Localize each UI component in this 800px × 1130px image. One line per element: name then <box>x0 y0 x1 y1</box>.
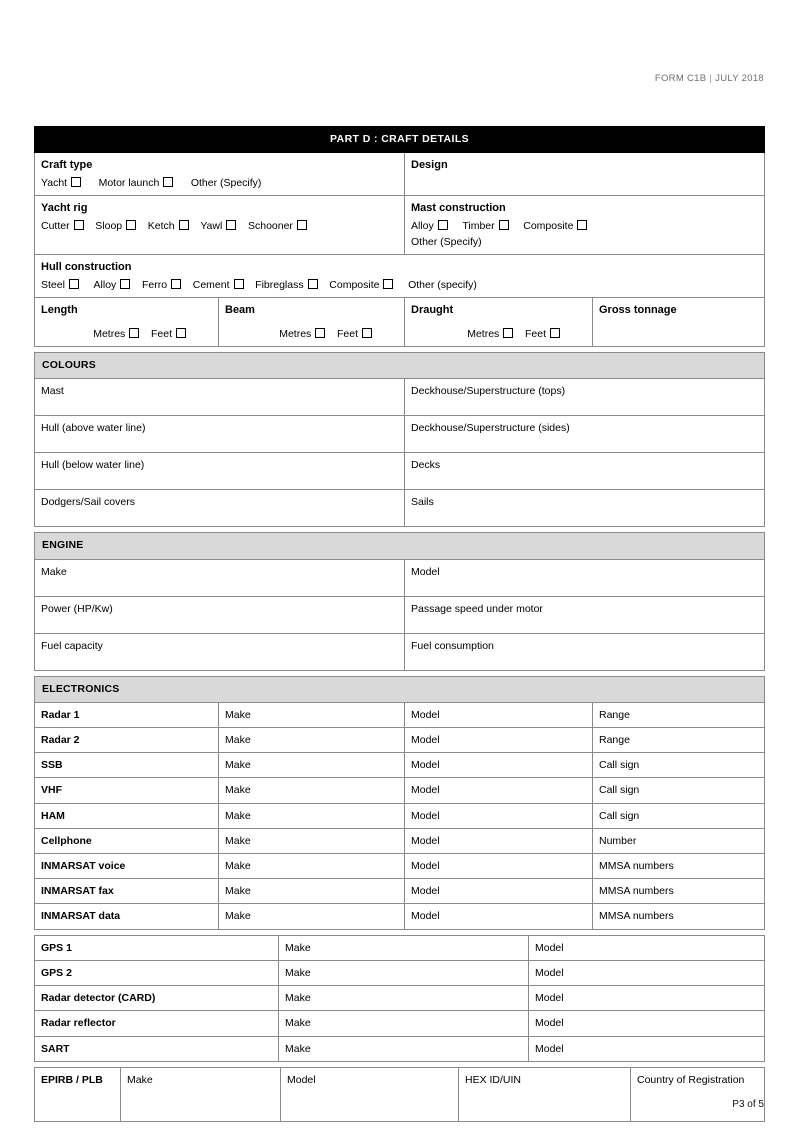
colours-table <box>34 352 765 527</box>
electronics-make-inmarsat-fax[interactable]: Make <box>219 879 405 904</box>
hull-option-steel-label: Steel <box>41 278 65 291</box>
electronics-model-inmarsat-data[interactable]: Model <box>405 904 593 929</box>
table-row <box>35 416 765 453</box>
craft-type-option-motor-launch[interactable] <box>99 176 174 191</box>
electronics-make-vhf[interactable]: Make <box>219 778 405 803</box>
engine-field-fuel-consumption[interactable]: Fuel consumption <box>405 633 765 670</box>
gross-tonnage-cell[interactable] <box>593 297 765 346</box>
form-code: FORM C1B <box>654 73 707 84</box>
design-heading: Design <box>411 159 448 172</box>
length-unit-metres-label: Metres <box>93 327 126 340</box>
craft-type-option-yacht-label: Yacht <box>41 177 68 190</box>
table-row <box>35 727 765 752</box>
electronics-make-ssb[interactable]: Make <box>219 753 405 778</box>
engine-field-fuel-capacity[interactable]: Fuel capacity <box>35 633 405 670</box>
yacht-rig-option-schooner[interactable] <box>248 219 307 234</box>
checkbox-icon[interactable] <box>120 279 130 289</box>
hull-option-ferro[interactable] <box>142 278 181 293</box>
electronics-model-radar-1[interactable]: Model <box>405 702 593 727</box>
craft-details-sheet <box>34 126 764 1122</box>
form-ref-separator: | <box>709 73 713 84</box>
beam-unit-metres[interactable] <box>279 327 325 342</box>
colour-field-sails[interactable]: Sails <box>405 490 765 527</box>
hull-option-composite-label: Composite <box>329 278 380 291</box>
table-row <box>35 828 765 853</box>
electronics-extra-cellphone[interactable]: Number <box>593 828 765 853</box>
hull-option-alloy[interactable] <box>94 278 131 293</box>
nav-model-radar-reflector[interactable]: Model <box>529 1011 765 1036</box>
table-row <box>35 490 765 527</box>
mast-option-timber-label: Timber <box>462 220 495 233</box>
colour-field-deckhouse-sides[interactable]: Deckhouse/Superstructure (sides) <box>405 416 765 453</box>
mast-construction-heading: Mast construction <box>411 202 506 215</box>
checkbox-icon[interactable] <box>362 328 372 338</box>
yacht-rig-option-yawl[interactable] <box>200 219 236 234</box>
checkbox-icon[interactable] <box>550 328 560 338</box>
checkbox-icon[interactable] <box>71 177 81 187</box>
hull-construction-options <box>41 278 758 293</box>
epirb-hex-id[interactable]: HEX ID/UIN <box>459 1067 631 1121</box>
yacht-rig-cell <box>35 196 405 254</box>
electronics-model-radar-2[interactable]: Model <box>405 727 593 752</box>
engine-section-row <box>35 533 765 559</box>
nav-make-gps-1[interactable]: Make <box>279 935 529 960</box>
hull-option-composite[interactable] <box>329 278 393 293</box>
hull-construction-heading: Hull construction <box>41 260 132 273</box>
engine-field-passage-speed[interactable]: Passage speed under motor <box>405 596 765 633</box>
draught-unit-metres-label: Metres <box>467 327 500 340</box>
checkbox-icon[interactable] <box>69 279 79 289</box>
table-row <box>35 803 765 828</box>
nav-model-gps-2[interactable]: Model <box>529 960 765 985</box>
beam-unit-metres-label: Metres <box>279 327 312 340</box>
electronics-row-label-inmarsat-fax: INMARSAT fax <box>35 879 219 904</box>
mast-option-alloy-label: Alloy <box>411 220 434 233</box>
yacht-rig-option-sloop-label: Sloop <box>95 220 123 233</box>
nav-make-radar-detector[interactable]: Make <box>279 986 529 1011</box>
table-row <box>35 778 765 803</box>
gross-tonnage-heading: Gross tonnage <box>599 303 677 316</box>
checkbox-icon[interactable] <box>503 328 513 338</box>
electronics-model-vhf[interactable]: Model <box>405 778 593 803</box>
part-title: PART D : CRAFT DETAILS <box>35 127 765 153</box>
engine-table <box>34 532 765 670</box>
mast-option-timber[interactable] <box>462 219 508 234</box>
electronics-extra-inmarsat-voice[interactable]: MMSA numbers <box>593 854 765 879</box>
electronics-make-cellphone[interactable]: Make <box>219 828 405 853</box>
design-cell[interactable] <box>405 153 765 196</box>
craft-details-table <box>34 126 765 347</box>
electronics-make-radar-2[interactable]: Make <box>219 727 405 752</box>
epirb-country-of-registration[interactable]: Country of Registration <box>631 1067 765 1121</box>
electronics-make-radar-1[interactable]: Make <box>219 702 405 727</box>
checkbox-icon[interactable] <box>179 220 189 230</box>
electronics-row-label-radar-2: Radar 2 <box>35 727 219 752</box>
colours-section-row <box>35 353 765 379</box>
hull-construction-row <box>35 254 765 297</box>
colour-field-mast[interactable]: Mast <box>35 379 405 416</box>
mast-option-composite-label: Composite <box>523 220 574 233</box>
hull-option-alloy-label: Alloy <box>93 278 117 291</box>
table-row <box>35 879 765 904</box>
electronics-extra-ssb[interactable]: Call sign <box>593 753 765 778</box>
engine-field-make[interactable]: Make <box>35 559 405 596</box>
colour-field-hull-above[interactable]: Hull (above water line) <box>35 416 405 453</box>
electronics-extra-vhf[interactable]: Call sign <box>593 778 765 803</box>
checkbox-icon[interactable] <box>297 220 307 230</box>
colour-field-decks[interactable]: Decks <box>405 453 765 490</box>
epirb-model[interactable]: Model <box>281 1067 459 1121</box>
hull-option-steel[interactable] <box>41 278 79 293</box>
navigation-equipment-table <box>34 935 765 1062</box>
craft-type-option-yacht[interactable] <box>41 176 81 191</box>
engine-field-model[interactable]: Model <box>405 559 765 596</box>
electronics-row-label-ham: HAM <box>35 803 219 828</box>
electronics-extra-inmarsat-fax[interactable]: MMSA numbers <box>593 879 765 904</box>
length-units <box>41 321 212 342</box>
table-row <box>35 986 765 1011</box>
hull-construction-cell <box>35 254 765 297</box>
electronics-section-row <box>35 676 765 702</box>
electronics-section-title: ELECTRONICS <box>35 676 765 702</box>
draught-units <box>411 321 586 342</box>
colour-field-dodgers[interactable]: Dodgers/Sail covers <box>35 490 405 527</box>
checkbox-icon[interactable] <box>315 328 325 338</box>
nav-row-label-radar-detector: Radar detector (CARD) <box>35 986 279 1011</box>
hull-option-fibreglass[interactable] <box>255 278 317 293</box>
epirb-row-label: EPIRB / PLB <box>35 1067 121 1121</box>
length-unit-feet-label: Feet <box>150 327 172 340</box>
nav-row-label-gps-2: GPS 2 <box>35 960 279 985</box>
electronics-extra-ham[interactable]: Call sign <box>593 803 765 828</box>
table-row <box>35 1011 765 1036</box>
yacht-rig-option-ketch[interactable] <box>148 219 189 234</box>
table-row <box>35 453 765 490</box>
nav-model-gps-1[interactable]: Model <box>529 935 765 960</box>
mast-option-composite[interactable] <box>523 219 587 234</box>
form-issue-date: JULY 2018 <box>715 73 764 84</box>
length-unit-metres[interactable] <box>93 327 139 342</box>
electronics-extra-radar-2[interactable]: Range <box>593 727 765 752</box>
yacht-rig-heading: Yacht rig <box>41 202 88 215</box>
nav-model-sart[interactable]: Model <box>529 1036 765 1061</box>
draught-unit-feet[interactable] <box>525 327 560 342</box>
page-number: P3 of 5 <box>732 1099 764 1110</box>
checkbox-icon[interactable] <box>126 220 136 230</box>
checkbox-icon[interactable] <box>438 220 448 230</box>
mast-option-alloy[interactable] <box>411 219 448 234</box>
dimensions-row <box>35 297 765 346</box>
length-cell[interactable] <box>35 297 219 346</box>
form-reference <box>655 73 764 84</box>
beam-unit-feet-label: Feet <box>336 327 358 340</box>
table-row <box>35 753 765 778</box>
electronics-extra-radar-1[interactable]: Range <box>593 702 765 727</box>
table-row <box>35 904 765 929</box>
hull-option-fibreglass-label: Fibreglass <box>255 278 304 291</box>
draught-heading: Draught <box>411 303 454 316</box>
craft-type-heading: Craft type <box>41 159 93 172</box>
epirb-make[interactable]: Make <box>121 1067 281 1121</box>
yacht-rig-option-schooner-label: Schooner <box>247 220 293 233</box>
beam-heading: Beam <box>225 303 255 316</box>
craft-type-cell <box>35 153 405 196</box>
beam-cell[interactable] <box>219 297 405 346</box>
nav-row-label-sart: SART <box>35 1036 279 1061</box>
hull-option-cement-label: Cement <box>192 278 230 291</box>
table-row <box>35 1067 765 1121</box>
nav-row-label-gps-1: GPS 1 <box>35 935 279 960</box>
electronics-table <box>34 676 765 930</box>
table-row <box>35 1036 765 1061</box>
hull-option-ferro-label: Ferro <box>141 278 168 291</box>
checkbox-icon[interactable] <box>499 220 509 230</box>
nav-make-gps-2[interactable]: Make <box>279 960 529 985</box>
checkbox-icon[interactable] <box>226 220 236 230</box>
draught-cell[interactable] <box>405 297 593 346</box>
checkbox-icon[interactable] <box>163 177 173 187</box>
beam-units <box>225 321 398 342</box>
draught-unit-feet-label: Feet <box>524 327 546 340</box>
nav-make-sart[interactable]: Make <box>279 1036 529 1061</box>
checkbox-icon[interactable] <box>74 220 84 230</box>
yacht-rig-options <box>41 219 398 234</box>
yacht-rig-row <box>35 196 765 254</box>
electronics-extra-inmarsat-data[interactable]: MMSA numbers <box>593 904 765 929</box>
colour-field-hull-below[interactable]: Hull (below water line) <box>35 453 405 490</box>
length-unit-feet[interactable] <box>151 327 186 342</box>
electronics-row-label-radar-1: Radar 1 <box>35 702 219 727</box>
checkbox-icon[interactable] <box>176 328 186 338</box>
epirb-table <box>34 1067 765 1122</box>
part-title-row <box>35 127 765 153</box>
table-row <box>35 935 765 960</box>
engine-field-power[interactable]: Power (HP/Kw) <box>35 596 405 633</box>
electronics-row-label-inmarsat-voice: INMARSAT voice <box>35 854 219 879</box>
colours-section-title: COLOURS <box>35 353 765 379</box>
colour-field-deckhouse-tops[interactable]: Deckhouse/Superstructure (tops) <box>405 379 765 416</box>
table-row <box>35 379 765 416</box>
electronics-model-inmarsat-fax[interactable]: Model <box>405 879 593 904</box>
electronics-make-inmarsat-voice[interactable]: Make <box>219 854 405 879</box>
checkbox-icon[interactable] <box>129 328 139 338</box>
yacht-rig-option-cutter[interactable] <box>41 219 84 234</box>
electronics-make-inmarsat-data[interactable]: Make <box>219 904 405 929</box>
electronics-model-ham[interactable]: Model <box>405 803 593 828</box>
nav-row-label-radar-reflector: Radar reflector <box>35 1011 279 1036</box>
hull-construction-other-label: Other (specify) <box>408 278 477 291</box>
table-row <box>35 854 765 879</box>
beam-unit-feet[interactable] <box>337 327 372 342</box>
yacht-rig-option-ketch-label: Ketch <box>147 220 175 233</box>
electronics-model-cellphone[interactable]: Model <box>405 828 593 853</box>
electronics-row-label-cellphone: Cellphone <box>35 828 219 853</box>
electronics-model-ssb[interactable]: Model <box>405 753 593 778</box>
checkbox-icon[interactable] <box>308 279 318 289</box>
table-row <box>35 702 765 727</box>
electronics-row-label-vhf: VHF <box>35 778 219 803</box>
length-heading: Length <box>41 303 78 316</box>
craft-type-options <box>41 176 398 191</box>
draught-unit-metres[interactable] <box>467 327 513 342</box>
checkbox-icon[interactable] <box>577 220 587 230</box>
electronics-make-ham[interactable]: Make <box>219 803 405 828</box>
yacht-rig-option-yawl-label: Yawl <box>200 220 223 233</box>
mast-construction-cell <box>405 196 765 254</box>
checkbox-icon[interactable] <box>383 279 393 289</box>
craft-type-option-motor-launch-label: Motor launch <box>98 177 160 190</box>
nav-model-radar-detector[interactable]: Model <box>529 986 765 1011</box>
table-row <box>35 633 765 670</box>
mast-construction-options <box>411 219 758 234</box>
craft-type-row <box>35 153 765 196</box>
electronics-row-label-inmarsat-data: INMARSAT data <box>35 904 219 929</box>
table-row <box>35 559 765 596</box>
yacht-rig-option-cutter-label: Cutter <box>41 220 70 233</box>
craft-type-other-label: Other (Specify) <box>190 177 262 190</box>
mast-construction-other-label: Other (Specify) <box>411 235 482 248</box>
electronics-row-label-ssb: SSB <box>35 753 219 778</box>
nav-make-radar-reflector[interactable]: Make <box>279 1011 529 1036</box>
yacht-rig-option-sloop[interactable] <box>95 219 136 234</box>
checkbox-icon[interactable] <box>171 279 181 289</box>
table-row <box>35 596 765 633</box>
checkbox-icon[interactable] <box>234 279 244 289</box>
engine-section-title: ENGINE <box>35 533 765 559</box>
electronics-model-inmarsat-voice[interactable]: Model <box>405 854 593 879</box>
hull-option-cement[interactable] <box>193 278 244 293</box>
table-row <box>35 960 765 985</box>
